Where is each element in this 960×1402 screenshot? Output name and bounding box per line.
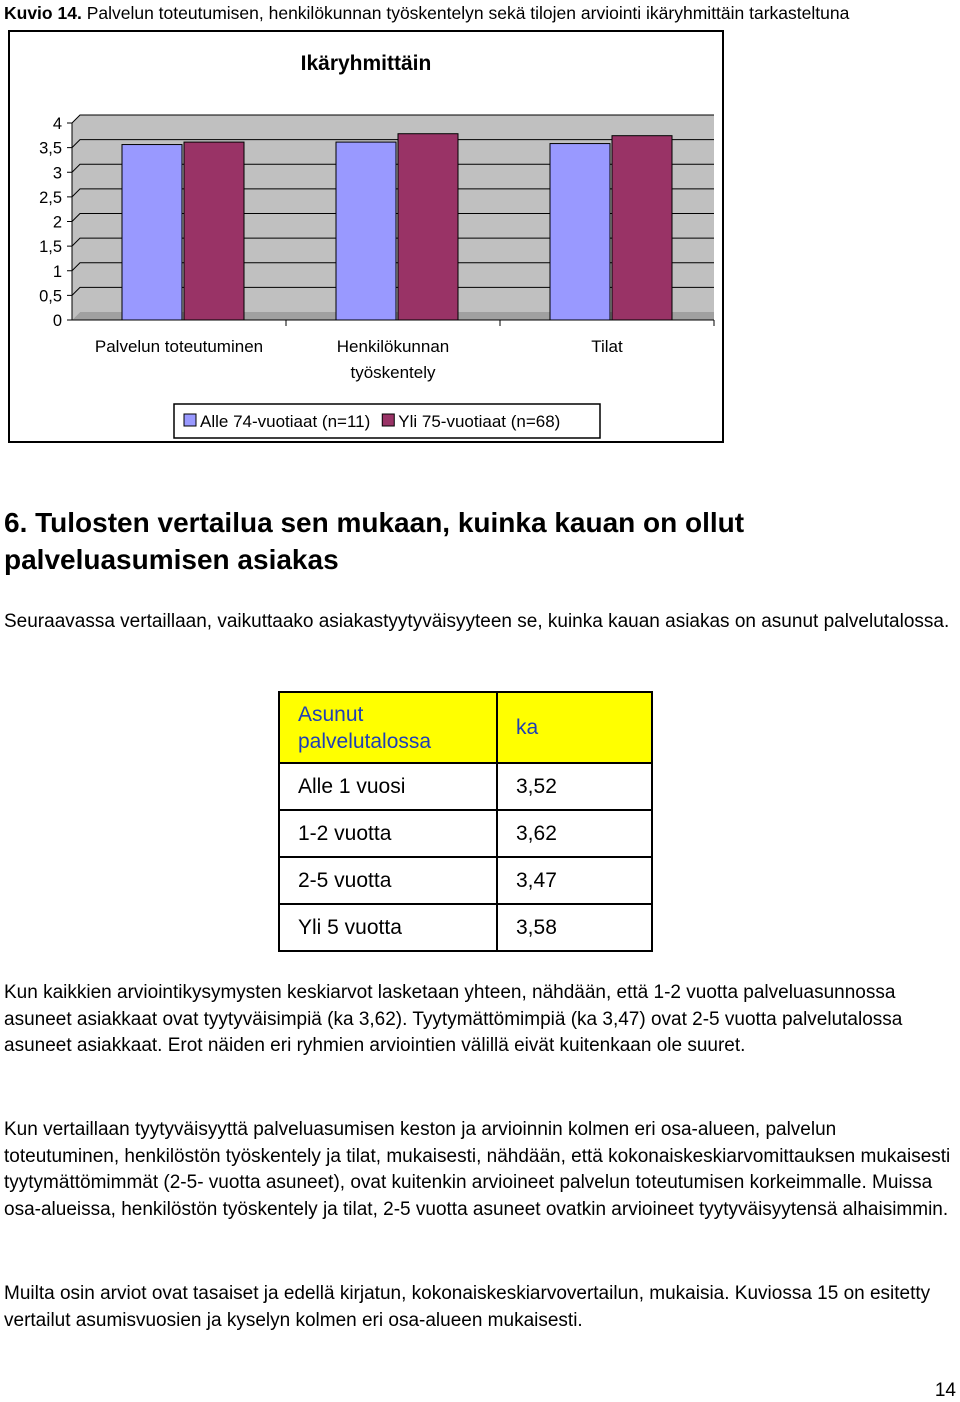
paragraph-1: Kun kaikkien arviointikysymysten keskiarvot lasketaan yhteen, nähdään, että 1-2 vuotta palveluasunnossa asuneet asiakkaat ovat tyytyväisimpiä (ka 3,62). Tyytymättömimpiä (ka 3,47) ovat 2-5 vuotta palvelutalossa asuneet asiakkaat. Erot näiden eri ryhmien arviointien välillä eivät kuitenkaan ole suuret. <box>4 982 903 1056</box>
y-tick-label: 0,5 <box>39 287 62 306</box>
figure-caption-text: Palvelun toteutumisen, henkilökunnan työskentelyn sekä tilojen arviointi ikäryhmittäin tarkasteltuna <box>86 3 850 23</box>
chart-title: Ikäryhmittäin <box>300 52 432 75</box>
legend-swatch <box>382 414 394 426</box>
table-row <box>279 763 652 810</box>
figure-caption-label: Kuvio 14. <box>4 3 82 23</box>
y-tick-label: 4 <box>52 115 62 133</box>
y-tick-label: 2 <box>52 213 62 232</box>
bar <box>184 142 244 320</box>
legend-label: Yli 75-vuotiaat (n=68) <box>398 412 561 431</box>
paragraph-2: Kun vertaillaan tyytyväisyyttä palveluasumisen keston ja arvioinnin kolmen eri osa-alueen, palvelun toteutuminen, henkilöstön työskentely ja tilat, mukaisesti, nähdään, että kokonaiskeskiarvomittauksen mukaisesti tyytymättömimmät (2-5- vuotta asuneet), ovat kuitenkin arvioineet palvelun toteutumisen korkeimmalle. Muissa osa-alueissa, henkilöstön työskentely ja tilat, 2-5 vuotta asuneet ovatkin arvioineet tyytyväisyytensä alhaisimmin. <box>4 1119 951 1220</box>
figure-caption <box>4 3 849 24</box>
table-cell: Alle 1 vuosi <box>279 763 497 810</box>
section-intro: Seuraavassa vertaillaan, vaikuttaako asiakastyytyväisyyteen se, kuinka kauan asiakas on asunut palvelutalossa. <box>4 611 950 632</box>
chart <box>8 30 724 443</box>
chart-canvas <box>10 32 722 441</box>
x-tick-label: Tilat <box>591 337 623 356</box>
table-cell: 3,62 <box>497 810 652 857</box>
table-header-ka: ka <box>497 692 652 763</box>
table-cell: 3,52 <box>497 763 652 810</box>
table-cell: 3,47 <box>497 857 652 904</box>
y-tick-label: 3 <box>52 164 62 183</box>
y-tick-label: 2,5 <box>39 188 62 207</box>
paragraph-3: Muilta osin arviot ovat tasaiset ja edellä kirjatun, kokonaiskeskiarvovertailun, mukaisia. Kuviossa 15 on esitetty vertailut asumisvuosien ja kyselyn kolmen eri osa-alueen mukaisesti. <box>4 1283 931 1331</box>
y-tick-label: 1 <box>52 262 62 281</box>
y-tick-label: 3,5 <box>39 139 62 158</box>
section-heading: 6. Tulosten vertailua sen mukaan, kuinka kauan on ollut palveluasumisen asiakas <box>4 507 745 575</box>
x-tick-label: Henkilökunnan <box>336 337 450 356</box>
bar <box>612 136 672 320</box>
bar <box>550 144 610 320</box>
x-tick-label: työskentely <box>350 363 436 382</box>
x-tick-label: Palvelun toteutuminen <box>94 337 264 356</box>
legend-swatch <box>184 414 196 426</box>
table-cell: 2-5 vuotta <box>279 857 497 904</box>
table-header-row <box>279 692 652 763</box>
table-row <box>279 857 652 904</box>
y-tick-label: 1,5 <box>39 238 62 257</box>
table-row <box>279 904 652 951</box>
table-cell: 3,58 <box>497 904 652 951</box>
table-row <box>279 810 652 857</box>
legend-label: Alle 74-vuotiaat (n=11) <box>200 412 371 431</box>
page-number: 14 <box>934 1380 956 1401</box>
bar <box>122 145 182 320</box>
data-table <box>278 691 653 952</box>
table-cell: 1-2 vuotta <box>279 810 497 857</box>
bar <box>398 134 458 320</box>
y-tick-label: 0 <box>52 312 62 330</box>
table-cell: Yli 5 vuotta <box>279 904 497 951</box>
bar <box>336 142 396 320</box>
table-header-asunut: Asunut palvelutalossa <box>279 692 497 763</box>
